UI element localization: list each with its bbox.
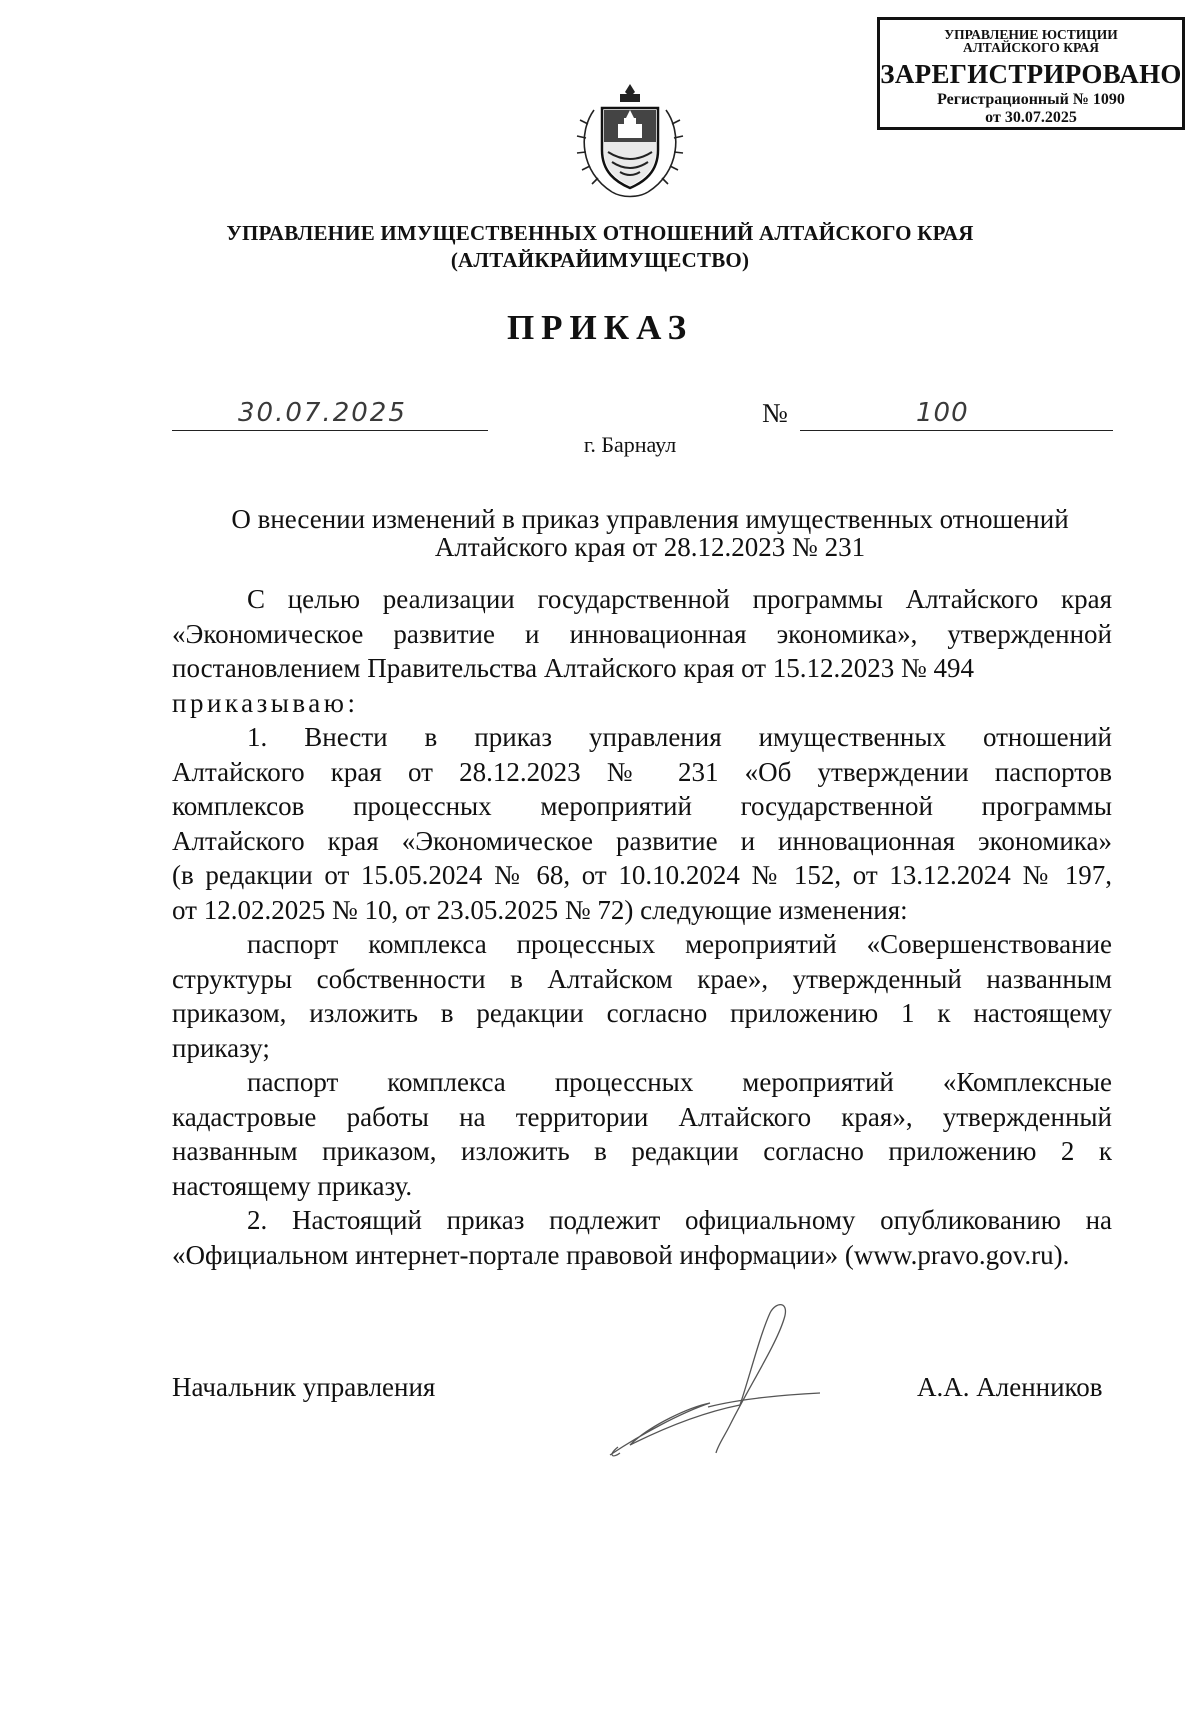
number-sign: № [762, 398, 788, 428]
body-line: структуры собственности в Алтайском крае», утвержденный названным [172, 963, 1112, 994]
city: г. Барнаул [583, 432, 677, 457]
organization-short-name: (АЛТАЙКРАЙИМУЩЕСТВО) [450, 248, 750, 272]
body-line: паспорт комплекса процессных мероприятий «Комплексные [247, 1067, 1112, 1097]
document-type: ПРИКАЗ [506, 308, 694, 347]
registration-stamp [877, 17, 1185, 130]
body-line: приказываю: [172, 687, 359, 718]
subject-line-1: О внесении изменений в приказ управления имущественных отношений [231, 504, 1069, 534]
date-underline [172, 430, 488, 431]
document-body [172, 582, 1112, 1272]
number-underline [800, 430, 1113, 431]
body-line: настоящему приказу. [172, 1170, 413, 1201]
stamp-status: ЗАРЕГИСТРИРОВАНО [880, 59, 1182, 89]
body-line: «Официальном интернет-портале правовой информации» (www.pravo.gov.ru). [172, 1239, 1070, 1270]
body-line: приказом, изложить в редакции согласно приложению 1 к настоящему [172, 998, 1112, 1028]
body-line: 2. Настоящий приказ подлежит официальному опубликованию на [247, 1205, 1112, 1235]
body-line: постановлением Правительства Алтайского края от 15.12.2023 № 494 [172, 653, 975, 683]
body-line: С целью реализации государственной программы Алтайского края [247, 584, 1112, 614]
body-line: паспорт комплекса процессных мероприятий «Совершенствование [247, 929, 1112, 959]
subject-line-2: Алтайского края от 28.12.2023 № 231 [434, 532, 866, 562]
body-line: комплексов процессных мероприятий государственной программы [172, 791, 1112, 821]
number-handwritten: 100 [916, 398, 969, 428]
stamp-reg-date: от 30.07.2025 [985, 109, 1077, 126]
date-handwritten: 30.07.2025 [238, 398, 407, 428]
signatory-name: А.А. Аленников [917, 1372, 1103, 1402]
stamp-reg-number: Регистрационный № 1090 [937, 91, 1125, 108]
body-line: «Экономическое развитие и инновационная экономика», утвержденной [172, 618, 1112, 649]
body-line: приказу; [172, 1032, 270, 1063]
signatory-position: Начальник управления [172, 1372, 436, 1402]
body-line: 1. Внести в приказ управления имущественных отношений [247, 722, 1112, 752]
handwritten-signature [600, 1295, 840, 1465]
organization-name: УПРАВЛЕНИЕ ИМУЩЕСТВЕННЫХ ОТНОШЕНИЙ АЛТАЙСКОГО КРАЯ [226, 221, 974, 245]
body-line: названным приказом, изложить в редакции согласно приложению 2 к [172, 1136, 1112, 1166]
coat-of-arms-icon [572, 80, 688, 204]
body-line: кадастровые работы на территории Алтайского края», утвержденный [172, 1101, 1112, 1132]
body-line: Алтайского края от 28.12.2023 № 231 «Об утверждении паспортов [172, 756, 1112, 787]
body-line: (в редакции от 15.05.2024 № 68, от 10.10.2024 № 152, от 13.12.2024 № 197, [172, 860, 1112, 890]
body-line: от 12.02.2025 № 10, от 23.05.2025 № 72) следующие изменения: [172, 894, 908, 925]
stamp-org: УПРАВЛЕНИЕ ЮСТИЦИИ АЛТАЙСКОГО КРАЯ [944, 27, 1118, 55]
body-line: Алтайского края «Экономическое развитие и инновационная экономика» [172, 825, 1112, 856]
